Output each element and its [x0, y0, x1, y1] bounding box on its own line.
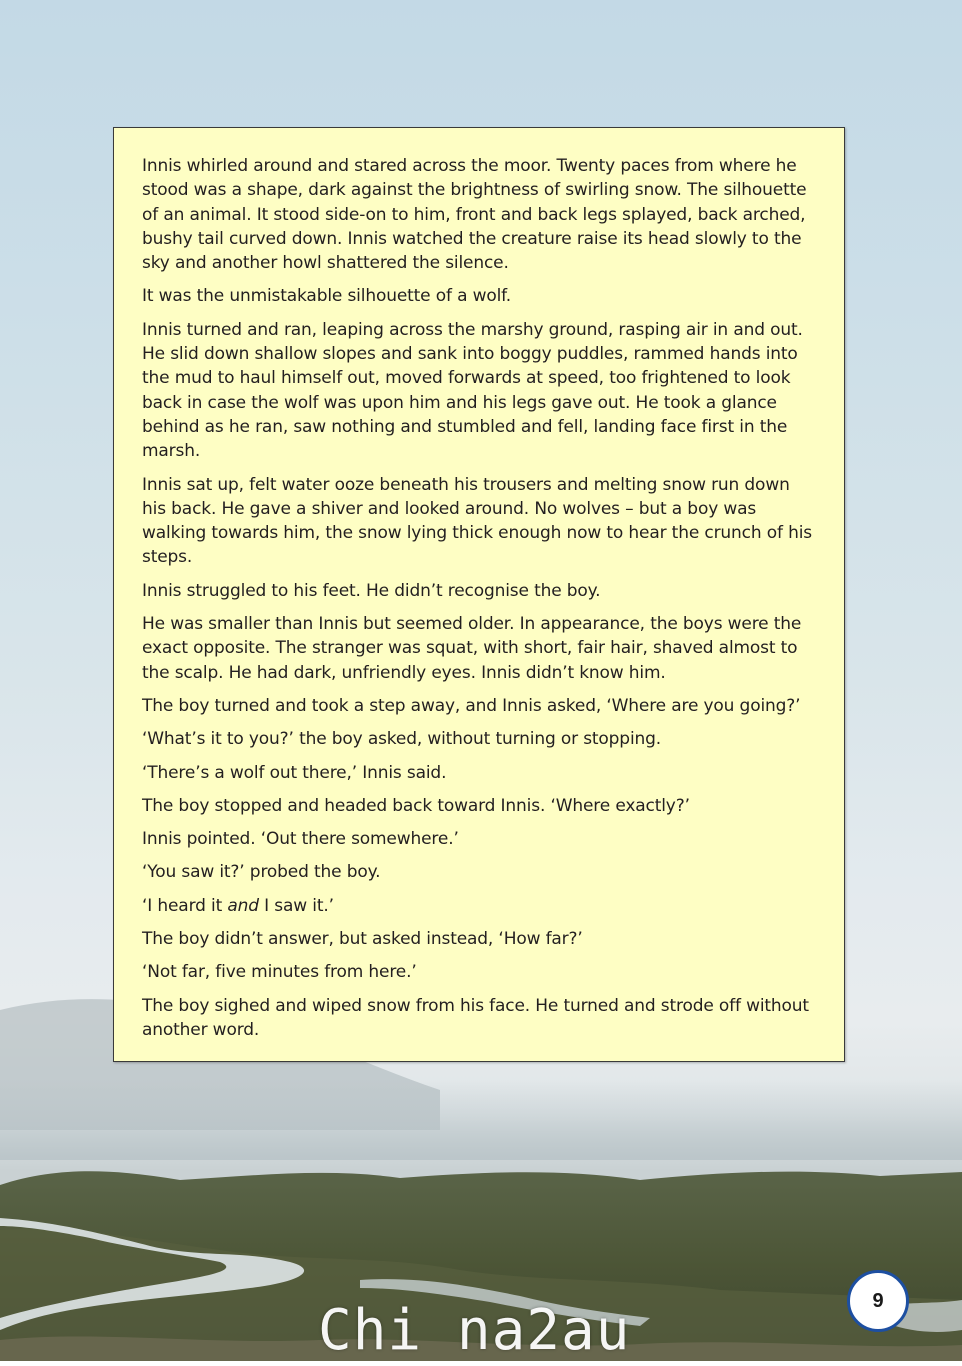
paragraph-text: Innis turned and ran, leaping across the marshy ground, rasping air in and out. He slid down shallow slopes and sank into boggy puddles, rammed hands into the mud to haul himself out, moved forwards at speed, too frightened to look back in case the wolf was upon him and his legs gave out. He took a glance behind as he ran, saw nothing and stumbled and fell, landing face first in the marsh.	[142, 319, 803, 462]
paragraph-text: I saw it.’	[258, 895, 334, 916]
watermark: Chi na2au	[318, 1298, 631, 1363]
story-paragraph	[142, 694, 816, 718]
story-paragraph	[142, 860, 816, 884]
paragraph-text: The boy stopped and headed back toward Innis. ‘Where exactly?’	[142, 795, 690, 816]
story-paragraph	[142, 994, 816, 1043]
story-paragraph	[142, 794, 816, 818]
story-paragraph	[142, 612, 816, 685]
paragraph-text: He was smaller than Innis but seemed older. In appearance, the boys were the exact opposite. The stranger was squat, with short, fair hair, shaved almost to the scalp. He had dark, unfriendly eyes. Innis didn’t know him.	[142, 614, 802, 683]
paragraph-text: ‘You saw it?’ probed the boy.	[142, 862, 381, 883]
italic-text: and	[227, 895, 259, 916]
paragraph-text: ‘Not far, five minutes from here.’	[142, 962, 417, 983]
story-paragraph	[142, 579, 816, 603]
paragraph-text: ‘I heard it	[142, 895, 228, 916]
story-paragraph	[142, 727, 816, 751]
paragraph-text: Innis sat up, felt water ooze beneath his trousers and melting snow run down his back. He gave a shiver and looked around. No wolves – but a boy was walking towards him, the snow lying thick enough now to hear the crunch of his steps.	[142, 474, 812, 568]
story-paragraph	[142, 284, 816, 308]
paragraph-text: ‘What’s it to you?’ the boy asked, without turning or stopping.	[142, 729, 662, 750]
story-paragraph	[142, 927, 816, 951]
paragraph-text: Innis whirled around and stared across the moor. Twenty paces from where he stood was a shape, dark against the brightness of swirling snow. The silhouette of an animal. It stood side-on to him, front and back legs splayed, back arched, bushy tail curved down. Innis watched the creature raise its head slowly to the sky and another howl shattered the silence.	[142, 156, 807, 274]
paragraph-text: The boy turned and took a step away, and Innis asked, ‘Where are you going?’	[142, 695, 801, 716]
paragraph-text: The boy didn’t answer, but asked instead, ‘How far?’	[142, 929, 583, 950]
story-paragraph	[142, 960, 816, 984]
paragraph-text: It was the unmistakable silhouette of a wolf.	[142, 286, 512, 307]
story-text-box	[113, 127, 845, 1062]
story-paragraphs	[142, 154, 816, 1042]
paragraph-text: ‘There’s a wolf out there,’ Innis said.	[142, 762, 447, 783]
story-paragraph	[142, 154, 816, 275]
paragraph-text: Innis pointed. ‘Out there somewhere.’	[142, 829, 459, 850]
story-paragraph	[142, 318, 816, 464]
story-paragraph	[142, 761, 816, 785]
story-paragraph	[142, 894, 816, 918]
story-paragraph	[142, 473, 816, 570]
story-paragraph	[142, 827, 816, 851]
page-number: 9	[847, 1270, 909, 1332]
paragraph-text: Innis struggled to his feet. He didn’t recognise the boy.	[142, 580, 601, 601]
paragraph-text: The boy sighed and wiped snow from his face. He turned and strode off without another word.	[142, 995, 809, 1040]
